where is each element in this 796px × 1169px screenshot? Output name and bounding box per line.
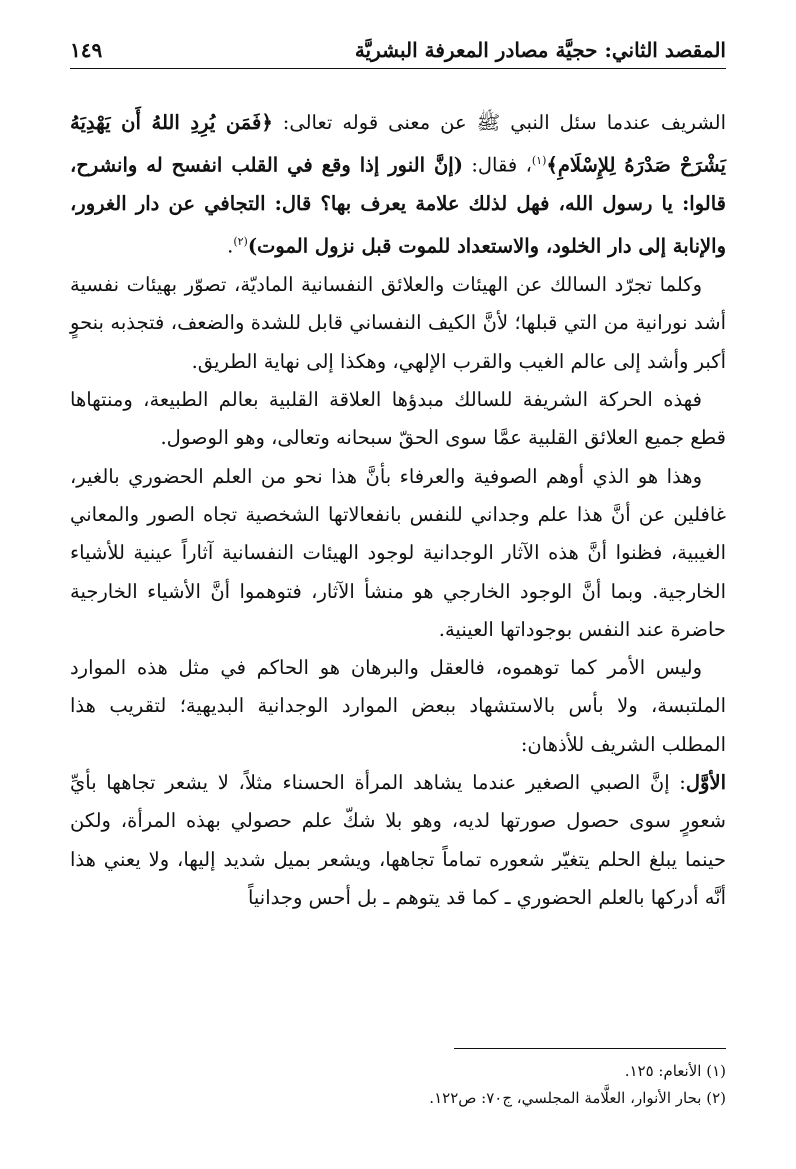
hadith-quote: (إنَّ النور إذا وقع في القلب انفسح له وانشرح، قالوا: يا رسول الله، فهل لذلك علامة يعرف بها؟ قال: التجافي عن دار الغرور، والإنابة إلى دار الخلود، والاستعداد للموت قبل نزول الموت) [70, 153, 726, 258]
footnote-2: (٢) بحار الأنوار، العلَّامة المجلسي، ج٧٠: ص١٢٢. [429, 1089, 726, 1107]
footnotes [70, 1058, 726, 1112]
paragraph-6 [70, 764, 726, 917]
header-divider [70, 68, 726, 69]
paragraph-1-text: الشريف عندما سئل النبي ﷺ عن معنى قوله تعالى: [272, 111, 726, 134]
quran-verse: ﴿فَمَن يُرِدِ اللهُ أَن يَهْدِيَهُ يَشْرَحْ صَدْرَهُ لِلإِسْلَامِ﴾ [70, 111, 726, 177]
point-heading-first: الأوَّل [685, 771, 726, 795]
footnote-marker-1: (١) [531, 154, 547, 168]
footnote-divider [454, 1048, 726, 1049]
paragraph-4: وهذا هو الذي أوهم الصوفية والعرفاء بأنَّ هذا نحو من العلم الحضوري بالغير، غافلين عن أنَّ هذا علم وجداني للنفس بانفعالاتها الشخصية تجاه الصور والمعاني الغيبية، فظنوا أنَّ هذه الآثار الوجدانية لوجود الهيئات النفسانية آثاراً عينية للأشياء الخارجية. وبما أنَّ الوجود الخارجي هو منشأ الآثار، فتوهموا أنَّ الأشياء الخارجية حاضرة عند النفس بوجوداتها العينية. [70, 464, 726, 641]
paragraph-2: وكلما تجرّد السالك عن الهيئات والعلائق النفسانية الماديّة، تصوّر بهيئات نفسية أشد نورانية من التي قبلها؛ لأنَّ الكيف النفساني قابل للشدة والضعف، فتجذبه بنحوٍ أكبر وأشد إلى عالم الغيب والقرب الإلهي، وهكذا إلى نهاية الطريق. [70, 273, 726, 373]
paragraph-1-connector: ، فقال: [462, 153, 532, 177]
page-number: ١٤٩ [70, 38, 103, 62]
running-header [70, 30, 726, 62]
paragraph-3: فهذه الحركة الشريفة للسالك مبدؤها العلاقة القلبية بعالم الطبيعة، ومنتهاها قطع جميع العلائق القلبية عمَّا سوى الحقّ سبحانه وتعالى، وهو الوصول. [70, 388, 726, 450]
paragraph-6-text: : إنَّ الصبي الصغير عندما يشاهد المرأة الحسناء مثلاً، لا يشعر تجاهها بأيِّ شعورٍ سوى حصول صورتها لديه، وهو بلا شكّ علم حصولي بهذه المرأة، ولكن حينما يبلغ الحلم يتغيّر شعوره تماماً تجاهها، ويشعر بميل شديد إليها، ولا يعني هذا أنَّه أدركها بالعلم الحضوري ـ كما قد يتوهم ـ بل أحس وجدانياً [70, 771, 727, 909]
header-title: المقصد الثاني: حجيَّة مصادر المعرفة البشريَّة [354, 38, 726, 62]
footnote-marker-2: (٢) [233, 235, 248, 249]
paragraph-1 [70, 104, 726, 266]
paragraph-1-end: . [227, 234, 234, 258]
body-text [70, 104, 726, 917]
footnote-1: (١) الأنعام: ١٢٥. [624, 1062, 726, 1080]
paragraph-5: وليس الأمر كما توهموه، فالعقل والبرهان هو الحاكم في مثل هذه الموارد الملتبسة، ولا بأس بالاستشهاد ببعض الموارد الوجدانية البديهية؛ لتقريب هذا المطلب الشريف للأذهان: [70, 656, 726, 756]
